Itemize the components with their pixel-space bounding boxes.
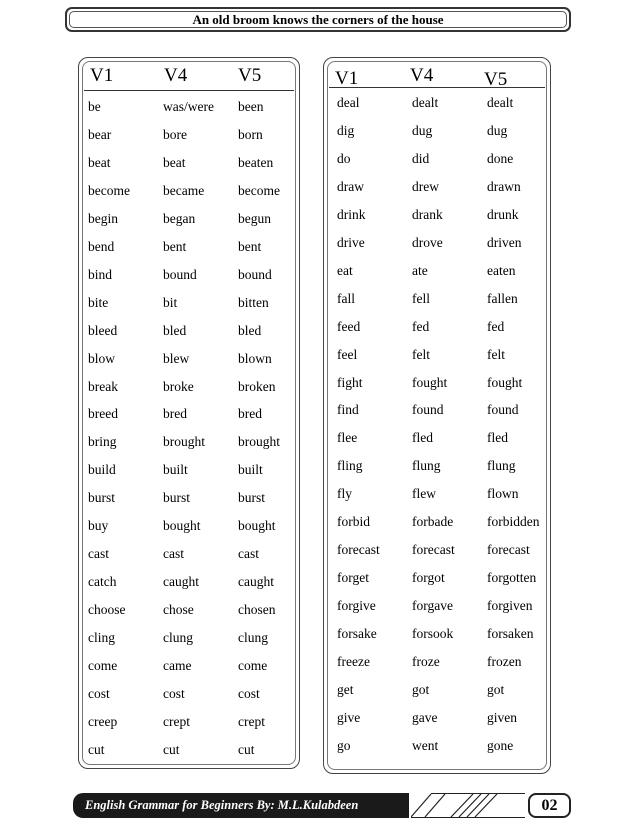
verb-base-form: catch — [88, 574, 117, 590]
page-title: An old broom knows the corners of the house — [192, 12, 444, 27]
verb-past-form: forgave — [412, 598, 453, 614]
verb-past-participle: come — [238, 658, 268, 673]
verb-past-form: blew — [163, 350, 190, 366]
verb-past-participle: drawn — [487, 178, 521, 194]
verb-base-form: cost — [88, 685, 110, 701]
verb-past-form: forgot — [412, 570, 445, 586]
verb-past-form: chose — [163, 602, 194, 618]
right-verb-table — [323, 57, 551, 774]
verb-past-form: bore — [163, 126, 187, 142]
verb-past-participle: brought — [238, 434, 280, 450]
verb-base-form: creep — [88, 713, 118, 729]
verb-base-form: find — [337, 402, 359, 418]
left-header-v1: V1 — [90, 65, 114, 86]
verb-base-form: bind — [88, 266, 113, 282]
verb-past-form: bled — [163, 322, 187, 338]
right-header-divider — [329, 87, 545, 88]
verb-past-participle: crept — [238, 713, 265, 729]
verb-base-form: bite — [88, 294, 109, 310]
verb-past-participle: been — [238, 99, 264, 114]
verb-past-form: bred — [163, 406, 187, 422]
verb-past-form: drew — [412, 178, 439, 194]
verb-past-participle: fled — [487, 430, 508, 446]
verb-past-form: forsook — [412, 626, 454, 642]
verb-past-form: began — [163, 210, 196, 226]
verb-past-participle: become — [238, 182, 280, 198]
verb-past-form: bound — [163, 266, 197, 282]
verb-base-form: burst — [88, 490, 115, 506]
verb-past-form: bought — [163, 518, 201, 534]
verb-past-participle: found — [487, 402, 519, 418]
verb-base-form: cut — [88, 741, 105, 757]
verb-past-participle: gone — [487, 737, 514, 753]
left-header-divider — [84, 90, 294, 91]
verb-past-participle: clung — [238, 630, 268, 646]
verb-base-form: fight — [337, 374, 363, 390]
verb-base-form: feed — [337, 318, 361, 334]
verb-past-form: came — [163, 658, 192, 673]
verb-past-participle: flung — [487, 458, 516, 474]
verb-base-form: break — [88, 378, 118, 394]
verb-past-form: fed — [412, 318, 430, 334]
verb-past-form: dug — [412, 122, 433, 138]
verb-base-form: deal — [337, 95, 360, 110]
verb-past-form: brought — [163, 434, 205, 450]
verb-base-form: become — [88, 182, 130, 198]
verb-past-form: became — [163, 182, 205, 198]
verb-past-participle: chosen — [238, 602, 276, 618]
verb-past-form: fought — [412, 374, 448, 390]
verb-base-form: beat — [88, 154, 111, 170]
verb-past-participle: bought — [238, 518, 276, 534]
verb-base-form: fly — [337, 486, 352, 502]
verb-past-form: dealt — [412, 95, 439, 110]
verb-past-participle: forbidden — [487, 514, 540, 530]
verb-base-form: be — [88, 99, 101, 114]
verb-past-participle: dug — [487, 122, 508, 138]
verb-base-form: get — [337, 681, 354, 697]
verb-past-participle: flown — [487, 486, 519, 502]
verb-past-form: bent — [163, 238, 187, 254]
verb-base-form: buy — [88, 518, 109, 534]
verb-past-participle: felt — [487, 346, 505, 362]
verb-past-participle: forgiven — [487, 598, 533, 614]
verb-past-form: forecast — [412, 542, 455, 558]
verb-past-participle: forsaken — [487, 626, 534, 642]
verb-base-form: begin — [88, 210, 118, 226]
verb-past-form: cost — [163, 685, 185, 701]
verb-base-form: do — [337, 150, 351, 166]
verb-base-form: cast — [88, 546, 109, 562]
verb-past-form: was/were — [163, 99, 214, 114]
verb-base-form: cling — [88, 630, 115, 646]
verb-past-participle: blown — [238, 350, 272, 366]
verb-past-participle: dealt — [487, 95, 514, 110]
right-header-v4: V4 — [410, 65, 434, 86]
left-header-v5: V5 — [238, 65, 262, 86]
verb-base-form: blow — [88, 350, 115, 366]
verb-past-participle: drunk — [487, 206, 519, 222]
verb-past-form: fled — [412, 430, 433, 446]
verb-past-participle: bitten — [238, 294, 269, 310]
verb-base-form: come — [88, 658, 118, 673]
verb-past-form: beat — [163, 154, 186, 170]
verb-past-participle: built — [238, 462, 263, 478]
right-header-v5: V5 — [484, 69, 508, 90]
verb-base-form: build — [88, 462, 116, 478]
verb-base-form: bleed — [88, 322, 118, 338]
verb-base-form: fling — [337, 458, 363, 474]
verb-past-participle: bled — [238, 322, 262, 338]
verb-base-form: forget — [337, 570, 369, 586]
verb-past-participle: bent — [238, 238, 262, 254]
verb-past-form: got — [412, 681, 430, 697]
verb-past-participle: bred — [238, 406, 262, 422]
footer-bar — [73, 793, 409, 818]
title-banner — [65, 7, 571, 32]
verb-base-form: freeze — [337, 654, 370, 669]
verb-past-participle: broken — [238, 378, 276, 394]
verb-past-participle: caught — [238, 574, 274, 590]
verb-past-form: fell — [412, 290, 430, 306]
verb-past-participle: cost — [238, 685, 260, 701]
verb-past-form: cut — [163, 741, 180, 757]
verb-base-form: dig — [337, 122, 355, 138]
verb-past-participle: cut — [238, 741, 255, 757]
verb-base-form: forbid — [337, 514, 370, 530]
verb-base-form: feel — [337, 346, 358, 362]
verb-past-participle: fought — [487, 374, 523, 390]
verb-past-form: gave — [412, 709, 438, 725]
verb-past-participle: given — [487, 709, 517, 725]
verb-past-form: drank — [412, 206, 443, 222]
verb-past-participle: fed — [487, 318, 505, 334]
verb-past-participle: beaten — [238, 154, 274, 170]
verb-base-form: drive — [337, 234, 365, 250]
verb-base-form: bring — [88, 434, 117, 450]
verb-past-participle: forgotten — [487, 570, 537, 586]
verb-past-form: clung — [163, 630, 193, 646]
verb-base-form: flee — [337, 430, 358, 446]
verb-past-form: built — [163, 462, 188, 478]
verb-past-form: froze — [412, 654, 440, 669]
verb-past-form: flew — [412, 486, 436, 502]
verb-past-participle: done — [487, 150, 514, 166]
verb-past-form: caught — [163, 574, 199, 590]
verb-past-form: broke — [163, 378, 194, 394]
verb-past-participle: forecast — [487, 542, 530, 558]
page-number: 02 — [528, 793, 571, 818]
verb-past-participle: born — [238, 126, 263, 142]
verb-past-participle: fallen — [487, 290, 518, 306]
verb-past-participle: got — [487, 681, 505, 697]
verb-past-participle: begun — [238, 210, 271, 226]
verb-past-form: went — [412, 737, 439, 753]
verb-base-form: go — [337, 737, 351, 753]
verb-past-participle: burst — [238, 490, 265, 506]
verb-base-form: draw — [337, 178, 364, 194]
verb-base-form: fall — [337, 290, 355, 306]
verb-base-form: eat — [337, 262, 353, 278]
verb-past-form: flung — [412, 458, 441, 474]
verb-past-form: found — [412, 402, 444, 418]
verb-past-form: ate — [412, 262, 428, 278]
verb-base-form: bend — [88, 238, 115, 254]
verb-past-form: forbade — [412, 514, 454, 530]
verb-past-form: crept — [163, 713, 190, 729]
verb-past-form: drove — [412, 234, 443, 250]
verb-base-form: forecast — [337, 542, 380, 558]
left-header-v4: V4 — [164, 65, 188, 86]
verb-base-form: bear — [88, 126, 112, 142]
verb-past-participle: driven — [487, 234, 522, 250]
verb-past-participle: bound — [238, 266, 272, 282]
right-header-v1: V1 — [335, 68, 359, 89]
footer-credit: English Grammar for Beginners By: M.L.Kulabdeen — [85, 798, 359, 812]
verb-past-form: cast — [163, 546, 184, 562]
verb-base-form: drink — [337, 206, 366, 222]
verb-past-form: burst — [163, 490, 190, 506]
verb-past-form: did — [412, 150, 430, 166]
page-footer — [73, 793, 571, 818]
verb-base-form: breed — [88, 406, 118, 422]
verb-base-form: forsake — [337, 626, 377, 642]
verb-past-participle: eaten — [487, 262, 516, 278]
verb-base-form: forgive — [337, 598, 376, 614]
verb-base-form: choose — [88, 602, 126, 618]
verb-base-form: give — [337, 709, 361, 725]
verb-past-participle: cast — [238, 546, 259, 562]
verb-past-form: felt — [412, 346, 430, 362]
verb-past-participle: frozen — [487, 654, 522, 669]
left-verb-table — [78, 57, 300, 769]
verb-past-form: bit — [163, 294, 178, 310]
